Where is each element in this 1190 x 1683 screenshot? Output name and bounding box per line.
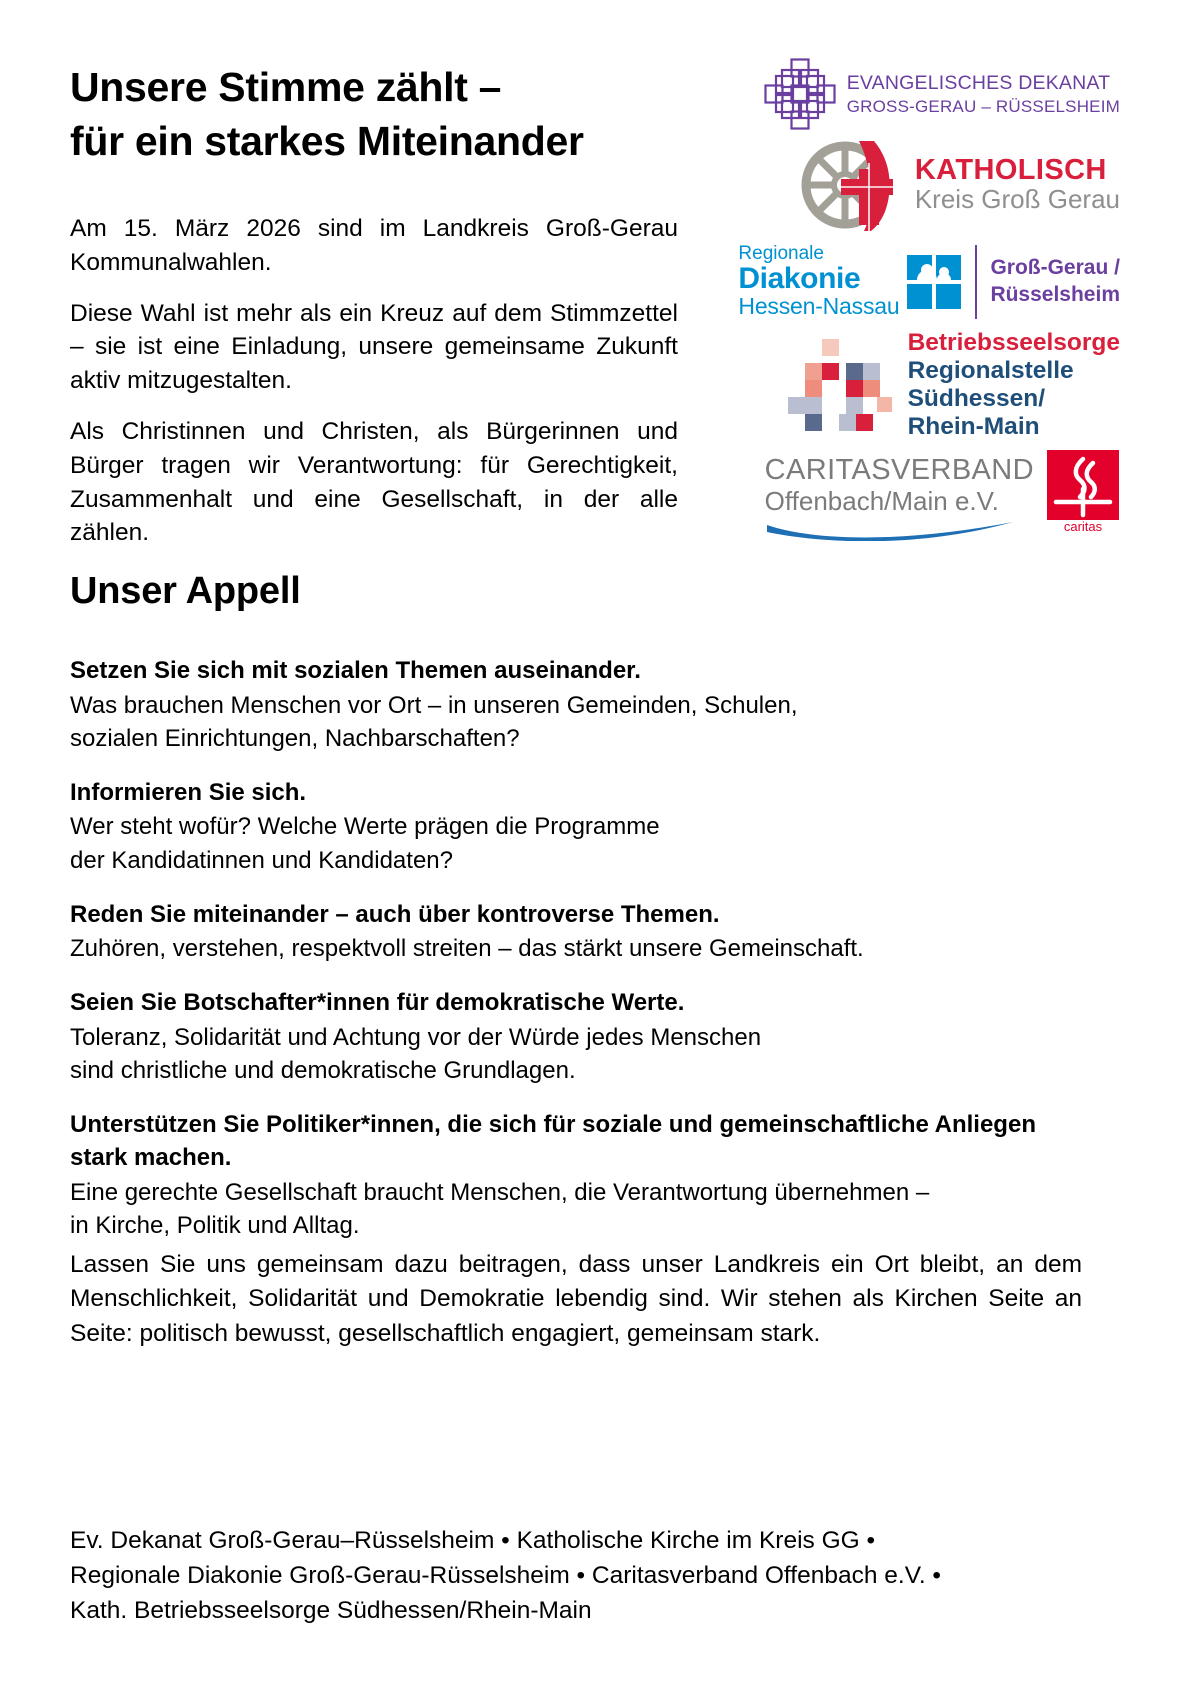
partner-logos xyxy=(738,55,1120,545)
evangelisches-line-2: GROSS-GERAU – RÜSSELSHEIM xyxy=(846,96,1120,116)
appeal-list xyxy=(70,655,1080,1242)
appeal-item-body-line: Was brauchen Menschen vor Ort – in unseren Gemeinden, Schulen, xyxy=(70,691,798,719)
appeal-item-body-line: Eine gerechte Gesellschaft braucht Menschen, die Verantwortung übernehmen – xyxy=(70,1178,930,1206)
caritas-text xyxy=(765,449,1034,541)
katholisch-wheel-cross-icon xyxy=(801,137,909,233)
logo-regionale-diakonie xyxy=(738,239,1120,325)
diakonie-region-line-1: Groß-Gerau / xyxy=(990,256,1120,280)
appeal-item-title: Setzen Sie sich mit sozialen Themen auseinander. xyxy=(70,657,641,684)
intro-paragraph-3: Als Christinnen und Christen, als Bürgerinnen und Bürger tragen wir Verantwortung: für Gerechtigkeit, Zusammenhalt und eine Gesellschaft, in der alle zählen. xyxy=(70,417,678,547)
appeal-item xyxy=(70,899,1080,966)
katholisch-line-2: Kreis Groß Gerau xyxy=(914,184,1120,215)
diakonie-crown-icon xyxy=(906,254,962,310)
caritas-flame-icon xyxy=(1046,449,1120,535)
diakonie-line-2: Diakonie xyxy=(738,262,861,296)
logo-evangelisches-dekanat xyxy=(768,55,1120,133)
caritas-line-2: Offenbach/Main e.V. xyxy=(764,485,999,516)
appeal-item xyxy=(70,1109,1080,1241)
appeal-item xyxy=(70,987,1080,1087)
katholisch-line-1: KATHOLISCH xyxy=(914,153,1107,186)
evangelisches-text xyxy=(847,72,1120,117)
appeal-item-title: Seien Sie Botschafter*innen für demokratische Werte. xyxy=(70,989,685,1017)
appeal-item-body-line: der Kandidatinnen und Kandidaten? xyxy=(70,846,453,874)
closing-paragraph: Lassen Sie uns gemeinsam dazu beitragen, dass unser Landkreis ein Ort bleibt, an dem Menschlichkeit, Solidarität und Demokratie lebendig sind. Wir stehen als Kirchen Seite an Seite: politisch bewusst, gesellschaftlich engagiert, gemeinsam stark. xyxy=(70,1251,1082,1347)
closing-section xyxy=(70,1248,1082,1369)
appeal-item-body-line: in Kirche, Politik und Alltag. xyxy=(70,1211,360,1239)
header-section xyxy=(70,60,1120,580)
katholisch-text xyxy=(915,155,1120,215)
intro-paragraph-2: Diese Wahl ist mehr als ein Kreuz auf dem Stimmzettel – sie ist eine Einladung, unsere gemeinsame Zukunft aktiv mitzugestalten. xyxy=(70,299,678,395)
logo-betriebsseelsorge xyxy=(768,331,1120,439)
betriebsseelsorge-line-2: Regionalstelle xyxy=(907,357,1074,385)
caritas-wave-icon xyxy=(765,519,1015,541)
appeal-item-body-line: sozialen Einrichtungen, Nachbarschaften? xyxy=(70,724,520,752)
appeal-item xyxy=(70,655,1080,755)
page-title xyxy=(70,60,690,168)
appeal-item-body-line: sind christliche und demokratische Grundlagen. xyxy=(70,1057,576,1085)
appeal-item xyxy=(70,777,1080,877)
evangelisches-line-1: EVANGELISCHES DEKANAT xyxy=(846,71,1111,94)
intro-paragraphs xyxy=(70,212,678,550)
caritas-line-1: CARITASVERBAND xyxy=(764,454,1034,486)
signature-line: Ev. Dekanat Groß-Gerau–Rüsselsheim • Katholische Kirche im Kreis GG • xyxy=(70,1527,876,1554)
signature-block xyxy=(70,1524,1082,1628)
signature-line: Kath. Betriebsseelsorge Südhessen/Rhein-Main xyxy=(70,1596,592,1624)
diakonie-wordmark xyxy=(738,244,962,319)
diakonie-text xyxy=(738,244,899,319)
signature-line: Regionale Diakonie Groß-Gerau-Rüsselsheim • Caritasverband Offenbach e.V. • xyxy=(70,1561,942,1589)
title-block xyxy=(70,60,690,168)
appeal-item-body-line: Toleranz, Solidarität und Achtung vor der Würde jedes Menschen xyxy=(70,1024,762,1052)
title-line-1: Unsere Stimme zählt – xyxy=(70,64,502,110)
diakonie-line-3: Hessen-Nassau xyxy=(738,293,900,320)
betriebsseelsorge-line-1: Betriebsseelsorge xyxy=(907,329,1120,357)
betriebsseelsorge-line-3: Südhessen/ xyxy=(907,385,1046,412)
intro-paragraph-1: Am 15. März 2026 sind im Landkreis Groß-Gerau Kommunalwahlen. xyxy=(70,215,678,276)
caritas-mark-label: caritas xyxy=(1063,519,1103,534)
betriebsseelsorge-text xyxy=(908,329,1120,441)
diakonie-divider xyxy=(975,245,977,319)
diakonie-line-1: Regionale xyxy=(738,243,824,265)
betriebsseelsorge-mosaic-icon xyxy=(782,337,894,433)
appeal-item-title: Unterstützen Sie Politiker*innen, die sich für soziale und gemeinschaftliche Anliegen stark machen. xyxy=(70,1111,1036,1171)
appeal-item-title: Reden Sie miteinander – auch über kontroverse Themen. xyxy=(70,900,720,928)
betriebsseelsorge-line-4: Rhein-Main xyxy=(907,412,1040,440)
appeal-item-body-line: Zuhören, verstehen, respektvoll streiten – das stärkt unsere Gemeinschaft. xyxy=(70,935,864,963)
appeal-item-title: Informieren Sie sich. xyxy=(70,778,307,806)
diakonie-region-text xyxy=(990,255,1120,309)
appeal-item-body-line: Wer steht wofür? Welche Werte prägen die Programme xyxy=(70,813,660,841)
title-line-2: für ein starkes Miteinander xyxy=(70,118,584,165)
appeal-heading: Unser Appell xyxy=(70,570,301,612)
evangelisches-cross-icon xyxy=(763,57,837,131)
diakonie-region-line-2: Rüsselsheim xyxy=(990,283,1120,306)
logo-caritasverband xyxy=(764,449,1120,545)
logo-katholisch-kreis-gross-gerau xyxy=(768,135,1120,235)
